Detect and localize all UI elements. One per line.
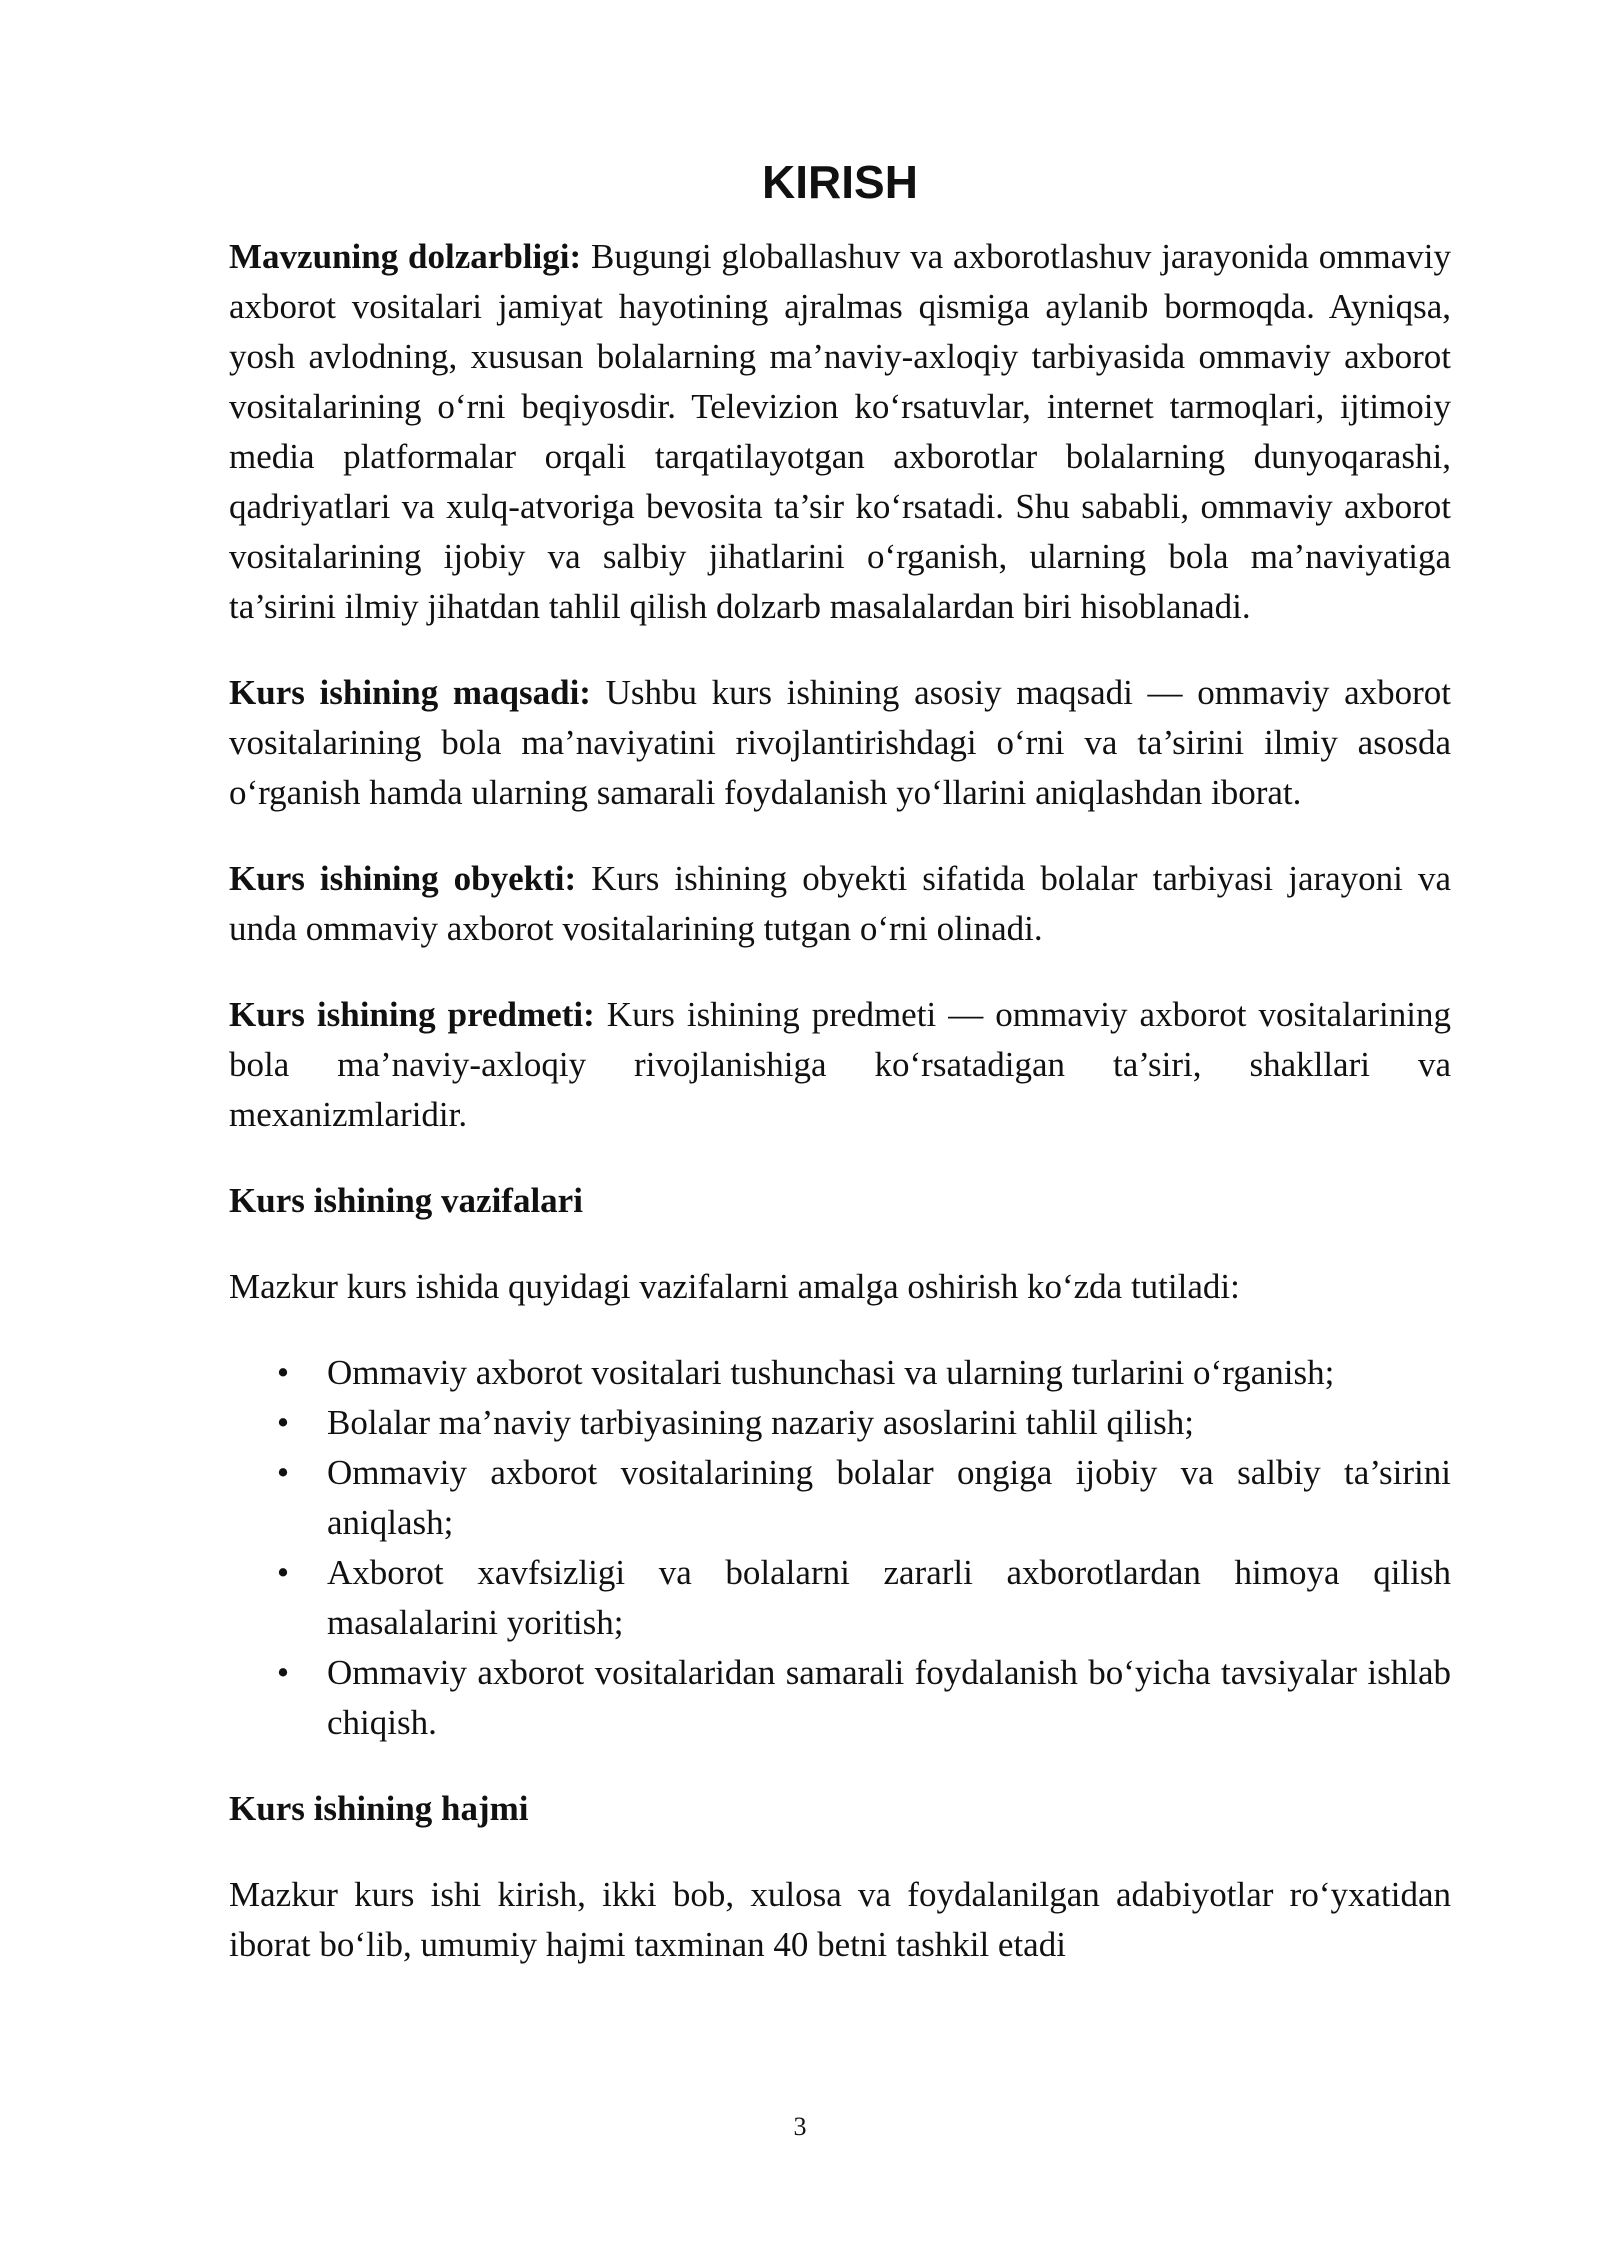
tasks-heading: Kurs ishining vazifalari [229, 1181, 583, 1220]
task-text: Bolalar ma’naviy tarbiyasining nazariy asoslarini tahlil qilish; [327, 1403, 1195, 1442]
list-item [229, 1448, 1451, 1548]
object-text: Kurs ishining obyekti sifatida bolalar tarbiyasi jarayoni va unda ommaviy axborot vositalarining tutgan o‘rni olinadi. [229, 859, 1451, 948]
relevance-paragraph [229, 232, 1451, 632]
goal-paragraph [229, 668, 1451, 818]
tasks-intro: Mazkur kurs ishida quyidagi vazifalarni amalga oshirish ko‘zda tutiladi: [229, 1267, 1240, 1306]
tasks-list [229, 1348, 1451, 1748]
volume-text: Mazkur kurs ishi kirish, ikki bob, xulosa va foydalanilgan adabiyotlar ro‘yxatidan iborat bo‘lib, umumiy hajmi taxminan 40 betni tashkil etadi [229, 1875, 1451, 1964]
bullet-icon: • [276, 1403, 290, 1442]
goal-text: Ushbu kurs ishining asosiy maqsadi — ommaviy axborot vositalarining bola ma’naviyatini rivojlantirishdagi o‘rni va ta’sirini ilmiy asosda o‘rganish hamda ularning samarali foydalanish yo‘llarini aniqlashdan iborat. [229, 673, 1451, 812]
bullet-icon: • [276, 1553, 290, 1592]
relevance-text: Bugungi globallashuv va axborotlashuv jarayonida ommaviy axborot vositalari jamiyat hayotining ajralmas qismiga aylanib bormoqda. Ayniqsa, yosh avlodning, xususan bolalarning ma’naviy-axloqiy tarbiyasida ommaviy axborot vositalarining o‘rni beqiyosdir. Televizion ko‘rsatuvlar, internet tarmoqlari, ijtimoiy media platformalar orqali tarqatilayotgan axborotlar bolalarning dunyoqarashi, qadriyatlari va xulq-atvoriga bevosita ta’sir ko‘rsatadi. Shu sababli, ommaviy axborot vositalarining ijobiy va salbiy jihatlarini o‘rganish, ularning bola ma’naviyatiga ta’sirini ilmiy jihatdan tahlil qilish dolzarb masalalardan biri hisoblanadi. [229, 237, 1451, 626]
subject-paragraph [229, 990, 1451, 1140]
page-number: 3 [793, 2112, 807, 2141]
list-item [229, 1648, 1451, 1748]
task-text: Ommaviy axborot vositalaridan samarali foydalanish bo‘yicha tavsiyalar ishlab chiqish. [327, 1653, 1451, 1742]
list-item [229, 1548, 1451, 1648]
subject-label: Kurs ishining predmeti: [229, 995, 595, 1034]
object-label: Kurs ishining obyekti: [229, 859, 577, 898]
object-paragraph [229, 854, 1451, 954]
goal-label: Kurs ishining maqsadi: [229, 673, 591, 712]
task-text: Ommaviy axborot vositalari tushunchasi va ularning turlarini o‘rganish; [327, 1353, 1335, 1392]
bullet-icon: • [276, 1453, 290, 1492]
bullet-icon: • [276, 1353, 290, 1392]
list-item [229, 1348, 1451, 1398]
volume-heading: Kurs ishining hajmi [229, 1789, 529, 1828]
bullet-icon: • [276, 1653, 290, 1692]
relevance-label: Mavzuning dolzarbligi: [229, 237, 582, 276]
task-text: Axborot xavfsizligi va bolalarni zararli axborotlardan himoya qilish masalalarini yoritish; [327, 1553, 1451, 1642]
task-text: Ommaviy axborot vositalarining bolalar ongiga ijobiy va salbiy ta’sirini aniqlash; [327, 1453, 1451, 1542]
document-page [229, 150, 1451, 1970]
subject-text: Kurs ishining predmeti — ommaviy axborot vositalarining bola ma’naviy-axloqiy rivojlanishiga ko‘rsatadigan ta’siri, shakllari va mexanizmlaridir. [229, 995, 1451, 1134]
list-item [229, 1398, 1451, 1448]
page-title: KIRISH [762, 156, 918, 208]
